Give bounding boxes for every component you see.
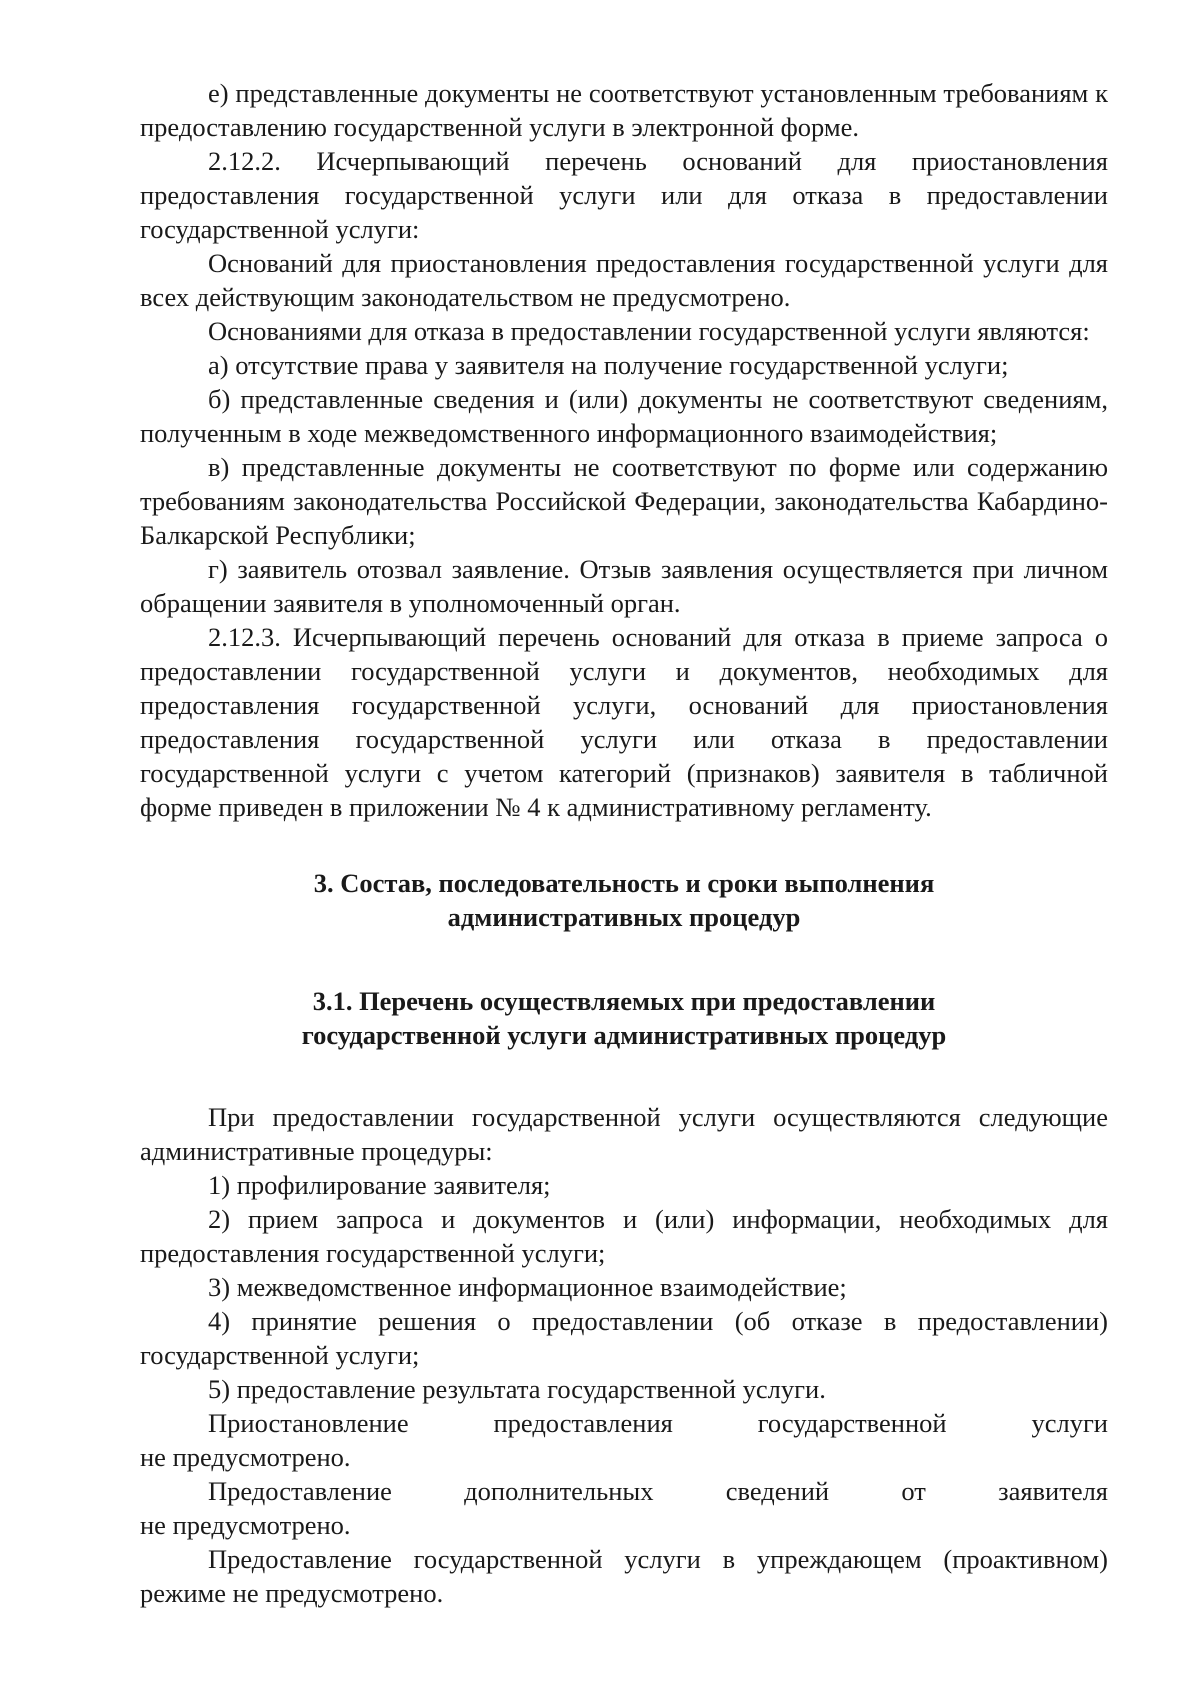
section-3-1-heading-line1: 3.1. Перечень осуществляемых при предоставлении [312, 986, 936, 1016]
paragraph-additional-line1: Предоставление дополнительных сведений от заявителя [208, 1476, 1108, 1506]
paragraph-item-a: а) отсутствие права у заявителя на получение государственной услуги; [208, 350, 1009, 380]
paragraph-2-12-3: 2.12.3. Исчерпывающий перечень оснований для отказа в приеме запроса о предоставлении государственной услуги и документов, необходимых для предоставления государственной услуги, оснований для приостановления предоставления государственной услуги или отказа в предоставлении государственной услуги с учетом категорий (признаков) заявителя в табличной форме приведен в приложении № 4 к административному регламенту. [140, 622, 1108, 822]
document-page [140, 76, 1108, 1610]
paragraph-suspension-line2: не предусмотрено. [140, 1442, 351, 1472]
paragraph-additional-line2: не предусмотрено. [140, 1510, 351, 1540]
paragraph-2-12-2: 2.12.2. Исчерпывающий перечень оснований для приостановления предоставления государственной услуги или для отказа в предоставлении государственной услуги: [140, 146, 1108, 244]
paragraph-item-g: г) заявитель отозвал заявление. Отзыв заявления осуществляется при личном обращении заявителя в уполномоченный орган. [140, 554, 1108, 618]
paragraph-item-e: е) представленные документы не соответствуют установленным требованиям к предоставлению государственной услуги в электронной форме. [140, 78, 1108, 142]
paragraph-refusal-grounds: Основаниями для отказа в предоставлении государственной услуги являются: [208, 316, 1090, 346]
section-3-1-heading-line2: государственной услуги административных процедур [301, 1020, 947, 1050]
section-3-1-heading [140, 984, 1108, 1052]
section-3-heading-line2: административных процедур [447, 902, 801, 932]
paragraph-no-suspension-grounds: Оснований для приостановления предоставления государственной услуги для всех действующим законодательством не предусмотрено. [140, 248, 1108, 312]
paragraph-item-b: б) представленные сведения и (или) документы не соответствуют сведениям, полученным в ходе межведомственного информационного взаимодействия; [140, 384, 1108, 448]
paragraph-procedure-5: 5) предоставление результата государственной услуги. [208, 1374, 826, 1404]
paragraph-item-v: в) представленные документы не соответствуют по форме или содержанию требованиям законодательства Российской Федерации, законодательства Кабардино-Балкарской Республики; [140, 452, 1108, 550]
paragraph-procedure-4: 4) принятие решения о предоставлении (об отказе в предоставлении) государственной услуги; [140, 1306, 1108, 1370]
paragraph-proactive: Предоставление государственной услуги в упреждающем (проактивном) режиме не предусмотрено. [140, 1544, 1108, 1608]
section-3-heading-line1: 3. Состав, последовательность и сроки выполнения [313, 868, 935, 898]
section-3-heading [140, 866, 1108, 934]
paragraph-procedure-2: 2) прием запроса и документов и (или) информации, необходимых для предоставления государственной услуги; [140, 1204, 1108, 1268]
paragraph-procedure-3: 3) межведомственное информационное взаимодействие; [208, 1272, 847, 1302]
paragraph-procedure-1: 1) профилирование заявителя; [208, 1170, 551, 1200]
paragraph-suspension-line1: Приостановление предоставления государственной услуги [208, 1408, 1108, 1438]
paragraph-procedures-intro: При предоставлении государственной услуги осуществляются следующие административные процедуры: [140, 1102, 1108, 1166]
